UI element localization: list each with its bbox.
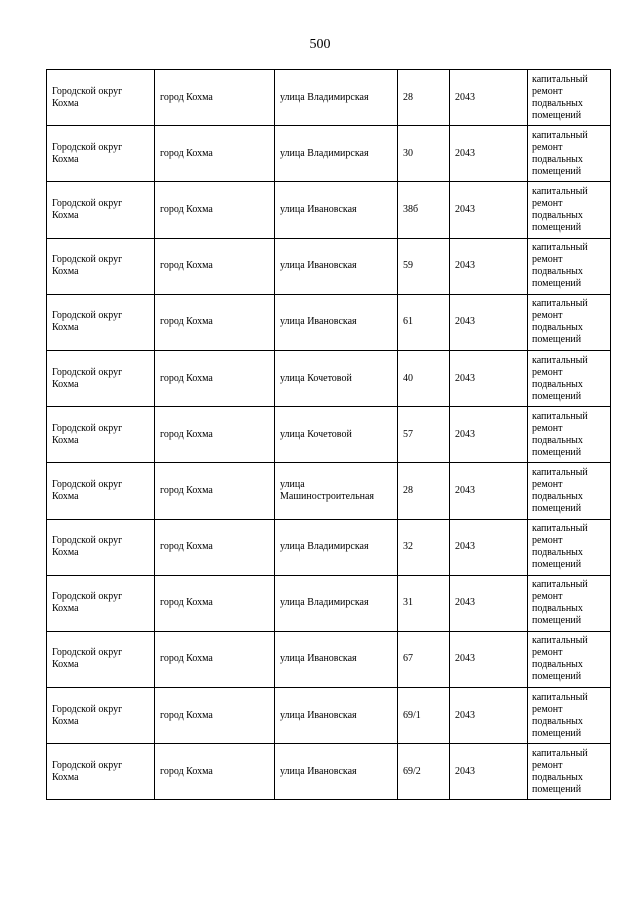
cell-city: город Кохма bbox=[155, 463, 275, 519]
table-row bbox=[47, 688, 611, 744]
cell-district: Городской округ Кохма bbox=[47, 519, 155, 575]
cell-work-type: капитальный ремонт подвальных помещений bbox=[528, 407, 611, 463]
cell-city: город Кохма bbox=[155, 631, 275, 687]
table-row bbox=[47, 126, 611, 182]
cell-district: Городской округ Кохма bbox=[47, 126, 155, 182]
cell-year: 2043 bbox=[450, 463, 528, 519]
cell-house-number: 40 bbox=[398, 350, 450, 406]
cell-year: 2043 bbox=[450, 519, 528, 575]
cell-street: улица Владимирская bbox=[275, 70, 398, 126]
cell-year: 2043 bbox=[450, 631, 528, 687]
cell-year: 2043 bbox=[450, 350, 528, 406]
cell-house-number: 61 bbox=[398, 294, 450, 350]
cell-street: улица Ивановская bbox=[275, 688, 398, 744]
cell-street: улица Владимирская bbox=[275, 519, 398, 575]
cell-house-number: 32 bbox=[398, 519, 450, 575]
cell-city: город Кохма bbox=[155, 182, 275, 238]
cell-work-type: капитальный ремонт подвальных помещений bbox=[528, 294, 611, 350]
cell-year: 2043 bbox=[450, 182, 528, 238]
cell-district: Городской округ Кохма bbox=[47, 182, 155, 238]
table-row bbox=[47, 575, 611, 631]
cell-city: город Кохма bbox=[155, 407, 275, 463]
cell-house-number: 57 bbox=[398, 407, 450, 463]
cell-street: улица Владимирская bbox=[275, 126, 398, 182]
cell-city: город Кохма bbox=[155, 350, 275, 406]
cell-year: 2043 bbox=[450, 294, 528, 350]
cell-work-type: капитальный ремонт подвальных помещений bbox=[528, 631, 611, 687]
cell-street: улица Машиностроительная bbox=[275, 463, 398, 519]
cell-district: Городской округ Кохма bbox=[47, 463, 155, 519]
cell-house-number: 67 bbox=[398, 631, 450, 687]
cell-year: 2043 bbox=[450, 126, 528, 182]
cell-work-type: капитальный ремонт подвальных помещений bbox=[528, 688, 611, 744]
cell-district: Городской округ Кохма bbox=[47, 294, 155, 350]
cell-district: Городской округ Кохма bbox=[47, 238, 155, 294]
table-row bbox=[47, 70, 611, 126]
table-row bbox=[47, 238, 611, 294]
cell-work-type: капитальный ремонт подвальных помещений bbox=[528, 350, 611, 406]
cell-city: город Кохма bbox=[155, 688, 275, 744]
cell-city: город Кохма bbox=[155, 744, 275, 800]
cell-work-type: капитальный ремонт подвальных помещений bbox=[528, 744, 611, 800]
cell-year: 2043 bbox=[450, 70, 528, 126]
cell-work-type: капитальный ремонт подвальных помещений bbox=[528, 70, 611, 126]
cell-house-number: 28 bbox=[398, 70, 450, 126]
cell-work-type: капитальный ремонт подвальных помещений bbox=[528, 575, 611, 631]
table-row bbox=[47, 294, 611, 350]
cell-district: Городской округ Кохма bbox=[47, 70, 155, 126]
cell-year: 2043 bbox=[450, 744, 528, 800]
cell-city: город Кохма bbox=[155, 575, 275, 631]
cell-house-number: 30 bbox=[398, 126, 450, 182]
cell-house-number: 69/1 bbox=[398, 688, 450, 744]
cell-house-number: 59 bbox=[398, 238, 450, 294]
cell-district: Городской округ Кохма bbox=[47, 575, 155, 631]
cell-street: улица Ивановская bbox=[275, 631, 398, 687]
cell-year: 2043 bbox=[450, 407, 528, 463]
cell-street: улица Ивановская bbox=[275, 182, 398, 238]
cell-city: город Кохма bbox=[155, 70, 275, 126]
table-body bbox=[47, 70, 611, 800]
cell-city: город Кохма bbox=[155, 126, 275, 182]
table-row bbox=[47, 744, 611, 800]
cell-year: 2043 bbox=[450, 575, 528, 631]
cell-city: город Кохма bbox=[155, 519, 275, 575]
cell-district: Городской округ Кохма bbox=[47, 688, 155, 744]
table-row bbox=[47, 631, 611, 687]
cell-street: улица Кочетовой bbox=[275, 350, 398, 406]
cell-district: Городской округ Кохма bbox=[47, 350, 155, 406]
cell-work-type: капитальный ремонт подвальных помещений bbox=[528, 238, 611, 294]
repair-schedule-table bbox=[46, 69, 611, 800]
cell-year: 2043 bbox=[450, 688, 528, 744]
cell-city: город Кохма bbox=[155, 294, 275, 350]
table-row bbox=[47, 463, 611, 519]
cell-work-type: капитальный ремонт подвальных помещений bbox=[528, 519, 611, 575]
cell-street: улица Кочетовой bbox=[275, 407, 398, 463]
cell-city: город Кохма bbox=[155, 238, 275, 294]
cell-house-number: 69/2 bbox=[398, 744, 450, 800]
cell-house-number: 28 bbox=[398, 463, 450, 519]
cell-work-type: капитальный ремонт подвальных помещений bbox=[528, 463, 611, 519]
page-number: 500 bbox=[309, 37, 331, 52]
cell-street: улица Владимирская bbox=[275, 575, 398, 631]
cell-district: Городской округ Кохма bbox=[47, 631, 155, 687]
cell-street: улица Ивановская bbox=[275, 238, 398, 294]
table-row bbox=[47, 350, 611, 406]
cell-house-number: 31 bbox=[398, 575, 450, 631]
cell-district: Городской округ Кохма bbox=[47, 744, 155, 800]
cell-year: 2043 bbox=[450, 238, 528, 294]
table-row bbox=[47, 519, 611, 575]
table-row bbox=[47, 407, 611, 463]
cell-street: улица Ивановская bbox=[275, 294, 398, 350]
cell-street: улица Ивановская bbox=[275, 744, 398, 800]
cell-work-type: капитальный ремонт подвальных помещений bbox=[528, 182, 611, 238]
cell-work-type: капитальный ремонт подвальных помещений bbox=[528, 126, 611, 182]
table-row bbox=[47, 182, 611, 238]
cell-house-number: 38б bbox=[398, 182, 450, 238]
cell-district: Городской округ Кохма bbox=[47, 407, 155, 463]
